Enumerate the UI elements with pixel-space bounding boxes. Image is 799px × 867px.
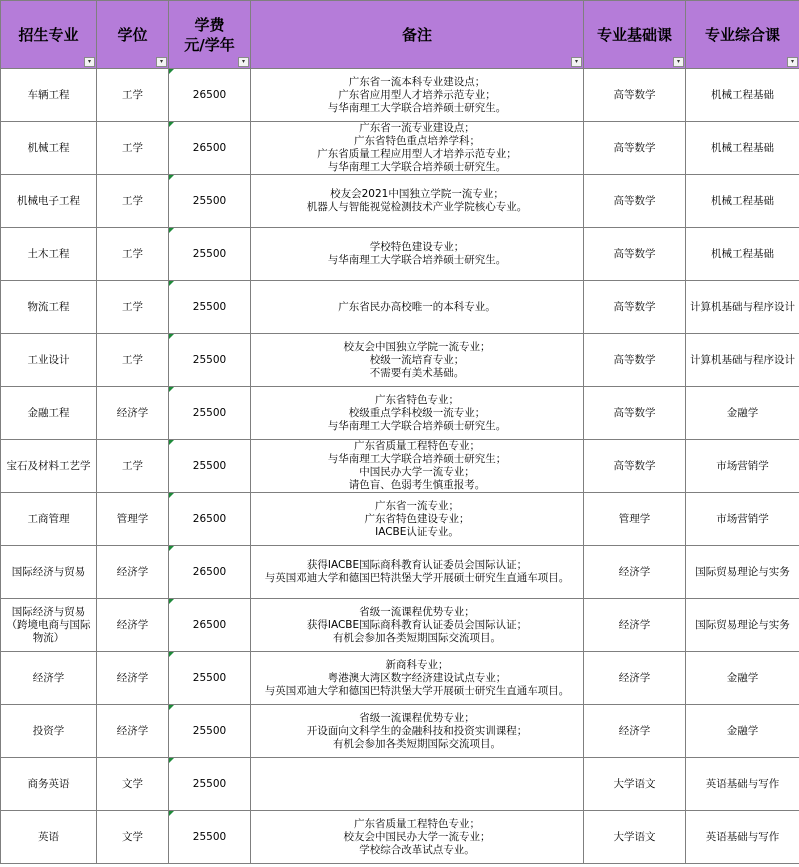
cell-basic-course[interactable] — [584, 334, 686, 387]
cell-notes[interactable] — [251, 599, 584, 652]
cell-basic-course-text: 高等数学 — [613, 353, 656, 366]
cell-basic-course-text: 高等数学 — [613, 88, 656, 101]
note-line: 机器人与智能视觉检测技术产业学院核心专业。 — [306, 201, 528, 213]
cell-comp-course[interactable] — [686, 281, 799, 334]
cell-comp-course-text: 市场营销学 — [716, 512, 769, 525]
cell-notes[interactable] — [251, 281, 584, 334]
cell-fee[interactable] — [169, 493, 251, 546]
cell-degree-text: 工学 — [122, 247, 143, 260]
cell-comp-course[interactable] — [686, 705, 799, 758]
cell-comp-course[interactable] — [686, 758, 799, 811]
cell-degree[interactable] — [97, 122, 169, 175]
cell-comp-course[interactable] — [686, 811, 799, 864]
cell-major-text: 经济学 — [32, 671, 65, 684]
cell-degree[interactable] — [97, 69, 169, 122]
cell-major-text: 投资学 — [32, 724, 65, 737]
cell-major-text: 国际经济与贸易（跨境电商与国际物流） — [6, 605, 91, 644]
cell-basic-course[interactable] — [584, 175, 686, 228]
cell-comp-course-text: 机械工程基础 — [711, 247, 774, 260]
cell-basic-course[interactable] — [584, 652, 686, 705]
cell-notes[interactable] — [251, 175, 584, 228]
cell-degree[interactable] — [97, 228, 169, 281]
table-row — [1, 228, 799, 281]
cell-major-text: 工业设计 — [27, 353, 70, 366]
cell-major[interactable] — [1, 387, 97, 440]
cell-degree[interactable] — [97, 493, 169, 546]
cell-fee-text: 25500 — [192, 777, 227, 790]
cell-comp-course[interactable] — [686, 546, 799, 599]
number-as-text-marker-icon — [169, 493, 174, 498]
cell-basic-course[interactable] — [584, 546, 686, 599]
note-line: 校级一流培育专业； — [369, 353, 465, 366]
note-line: 校级重点学科校级一流专业； — [348, 406, 486, 419]
table-row — [1, 387, 799, 440]
note-line: 校友会2021中国独立学院一流专业； — [330, 188, 504, 200]
cell-basic-course[interactable] — [584, 440, 686, 493]
cell-notes[interactable] — [251, 69, 584, 122]
header-major-label: 招生专业 — [18, 25, 79, 44]
note-line: IACBE认证专业。 — [375, 525, 459, 538]
note-line: 与英国邓迪大学和德国巴特洪堡大学开展硕士研究生直通车项目。 — [264, 684, 570, 697]
number-as-text-marker-icon — [169, 440, 174, 445]
note-line: 广东省应用型人才培养示范专业； — [338, 88, 496, 101]
cell-major[interactable] — [1, 493, 97, 546]
cell-fee-text: 25500 — [192, 406, 227, 419]
note-line: 广东省特色重点培养学科； — [354, 135, 480, 147]
cell-major[interactable] — [1, 334, 97, 387]
note-line: 学校综合改革试点专业。 — [359, 843, 475, 856]
cell-major-text: 金融工程 — [27, 406, 70, 419]
header-fee — [169, 1, 251, 69]
cell-degree-text: 管理学 — [116, 512, 149, 525]
note-line: 广东省民办高校唯一的本科专业。 — [338, 300, 496, 313]
cell-comp-course-text: 金融学 — [726, 724, 759, 737]
cell-notes[interactable] — [251, 228, 584, 281]
table-row — [1, 334, 799, 387]
cell-major-text: 宝石及材料工艺学 — [6, 459, 91, 472]
cell-basic-course[interactable] — [584, 758, 686, 811]
cell-fee[interactable] — [169, 652, 251, 705]
table-row — [1, 122, 799, 175]
cell-fee-text: 25500 — [192, 300, 227, 313]
cell-comp-course-text: 国际贸易理论与实务 — [695, 618, 790, 631]
table-row — [1, 599, 799, 652]
cell-major[interactable] — [1, 758, 97, 811]
header-notes-label: 备注 — [401, 25, 432, 44]
cell-comp-course[interactable] — [686, 493, 799, 546]
header-degree-label: 学位 — [117, 25, 148, 44]
note-line: 有机会参加各类短期国际交流项目。 — [333, 631, 501, 644]
cell-fee[interactable] — [169, 599, 251, 652]
header-basic-course — [584, 1, 686, 69]
cell-fee-text: 26500 — [192, 141, 227, 154]
cell-major[interactable] — [1, 122, 97, 175]
cell-comp-course-text: 机械工程基础 — [711, 141, 774, 154]
cell-fee-text: 25500 — [192, 459, 227, 472]
number-as-text-marker-icon — [169, 387, 174, 392]
cell-comp-course-text: 金融学 — [726, 406, 759, 419]
cell-major-text: 商务英语 — [27, 777, 70, 790]
cell-major[interactable] — [1, 652, 97, 705]
cell-notes[interactable] — [251, 387, 584, 440]
cell-fee[interactable] — [169, 705, 251, 758]
header-notes — [251, 1, 584, 69]
cell-basic-course-text: 高等数学 — [613, 406, 656, 419]
cell-basic-course-text: 管理学 — [618, 512, 651, 525]
cell-basic-course-text: 高等数学 — [613, 141, 656, 154]
cell-comp-course[interactable] — [686, 387, 799, 440]
cell-major[interactable] — [1, 281, 97, 334]
cell-basic-course-text: 高等数学 — [613, 300, 656, 313]
note-line: 新商科专业； — [385, 658, 449, 671]
cell-degree-text: 工学 — [122, 300, 143, 313]
cell-comp-course[interactable] — [686, 652, 799, 705]
cell-fee[interactable] — [169, 387, 251, 440]
cell-degree[interactable] — [97, 387, 169, 440]
cell-fee[interactable] — [169, 811, 251, 864]
cell-major-text: 土木工程 — [27, 247, 70, 260]
filter-dropdown-icon[interactable]: ▾ — [787, 57, 798, 67]
table-row — [1, 811, 799, 864]
cell-comp-course-text: 计算机基础与程序设计 — [690, 353, 795, 366]
header-comp-course — [686, 1, 799, 69]
cell-degree-text: 工学 — [122, 141, 143, 154]
cell-degree-text: 经济学 — [116, 406, 149, 419]
cell-major[interactable] — [1, 546, 97, 599]
note-line: 与华南理工大学联合培养硕士研究生。 — [327, 254, 507, 266]
header-basic-course-label: 专业基础课 — [596, 25, 672, 44]
number-as-text-marker-icon — [169, 281, 174, 286]
cell-fee[interactable] — [169, 546, 251, 599]
cell-fee-text: 25500 — [192, 671, 227, 684]
note-line: 省级一流课程优势专业； — [359, 711, 475, 724]
cell-fee-text: 26500 — [192, 618, 227, 631]
cell-degree[interactable] — [97, 334, 169, 387]
cell-fee-text: 26500 — [192, 88, 227, 101]
cell-major[interactable] — [1, 69, 97, 122]
number-as-text-marker-icon — [169, 599, 174, 604]
cell-degree[interactable] — [97, 175, 169, 228]
table-row — [1, 281, 799, 334]
cell-basic-course-text: 经济学 — [618, 671, 651, 684]
cell-basic-course-text: 大学语文 — [613, 830, 656, 843]
note-line: 请色盲、色弱考生慎重报考。 — [348, 479, 486, 491]
cell-notes[interactable] — [251, 122, 584, 175]
cell-fee-text: 25500 — [192, 247, 227, 260]
filter-dropdown-icon[interactable]: ▾ — [571, 57, 582, 67]
table-body — [1, 69, 799, 864]
cell-fee[interactable] — [169, 69, 251, 122]
number-as-text-marker-icon — [169, 705, 174, 710]
cell-degree-text: 工学 — [122, 88, 143, 101]
cell-basic-course-text: 高等数学 — [613, 194, 656, 207]
cell-comp-course-text: 英语基础与写作 — [705, 830, 780, 843]
cell-major-text: 机械工程 — [27, 141, 70, 154]
cell-degree[interactable] — [97, 546, 169, 599]
cell-comp-course-text: 金融学 — [726, 671, 759, 684]
note-line: 学校特色建设专业； — [369, 241, 465, 253]
cell-major-text: 英语 — [38, 830, 59, 843]
note-line: 有机会参加各类短期国际交流项目。 — [333, 737, 501, 750]
note-line: 广东省特色专业； — [375, 393, 459, 406]
filter-dropdown-icon[interactable]: ▾ — [238, 57, 249, 67]
cell-comp-course-text: 市场营销学 — [716, 459, 769, 472]
note-line: 广东省质量工程特色专业； — [354, 817, 480, 830]
header-comp-course-label: 专业综合课 — [704, 25, 780, 44]
note-line: 获得IACBE国际商科教育认证委员会国际认证； — [306, 559, 528, 571]
cell-comp-course[interactable] — [686, 228, 799, 281]
table-row — [1, 546, 799, 599]
cell-degree-text: 工学 — [122, 459, 143, 472]
cell-fee-text: 25500 — [192, 830, 227, 843]
note-line: 中国民办大学一流专业； — [359, 466, 475, 478]
cell-degree-text: 工学 — [122, 353, 143, 366]
cell-degree[interactable] — [97, 758, 169, 811]
cell-comp-course-text: 机械工程基础 — [711, 88, 774, 101]
cell-basic-course-text: 高等数学 — [613, 459, 656, 472]
cell-notes[interactable] — [251, 546, 584, 599]
cell-degree[interactable] — [97, 811, 169, 864]
cell-fee-text: 25500 — [192, 353, 227, 366]
number-as-text-marker-icon — [169, 758, 174, 763]
cell-fee-text: 26500 — [192, 512, 227, 525]
table-row — [1, 652, 799, 705]
cell-degree[interactable] — [97, 440, 169, 493]
cell-fee-text: 25500 — [192, 724, 227, 737]
cell-degree-text: 文学 — [122, 777, 143, 790]
number-as-text-marker-icon — [169, 546, 174, 551]
cell-degree[interactable] — [97, 705, 169, 758]
cell-comp-course-text: 机械工程基础 — [711, 194, 774, 207]
number-as-text-marker-icon — [169, 122, 174, 127]
cell-fee[interactable] — [169, 440, 251, 493]
number-as-text-marker-icon — [169, 652, 174, 657]
cell-major-text: 国际经济与贸易 — [11, 565, 86, 578]
note-line: 与华南理工大学联合培养硕士研究生； — [327, 453, 507, 465]
cell-notes[interactable] — [251, 652, 584, 705]
table-row — [1, 758, 799, 811]
cell-major-text: 物流工程 — [27, 300, 70, 313]
cell-basic-course-text: 大学语文 — [613, 777, 656, 790]
note-line: 广东省一流专业建设点； — [359, 122, 475, 134]
cell-basic-course[interactable] — [584, 705, 686, 758]
cell-comp-course-text: 国际贸易理论与实务 — [695, 565, 790, 578]
cell-notes[interactable] — [251, 440, 584, 493]
table-row — [1, 440, 799, 493]
cell-major[interactable] — [1, 175, 97, 228]
cell-degree-text: 工学 — [122, 194, 143, 207]
cell-basic-course-text: 经济学 — [618, 565, 651, 578]
note-line: 校友会中国民办大学一流专业； — [343, 830, 491, 843]
note-line: 不需要有美术基础。 — [369, 366, 465, 379]
note-line: 粤港澳大湾区数字经济建设试点专业； — [327, 671, 507, 684]
cell-major-text: 工商管理 — [27, 512, 70, 525]
cell-notes[interactable] — [251, 334, 584, 387]
note-line: 与华南理工大学联合培养硕士研究生。 — [327, 419, 507, 432]
cell-basic-course[interactable] — [584, 122, 686, 175]
cell-comp-course[interactable] — [686, 334, 799, 387]
cell-major[interactable] — [1, 440, 97, 493]
cell-basic-course[interactable] — [584, 69, 686, 122]
cell-major[interactable] — [1, 811, 97, 864]
cell-basic-course[interactable] — [584, 281, 686, 334]
cell-major-text: 机械电子工程 — [17, 194, 80, 207]
cell-degree-text: 文学 — [122, 830, 143, 843]
cell-degree-text: 经济学 — [116, 565, 149, 578]
cell-fee[interactable] — [169, 122, 251, 175]
cell-comp-course[interactable] — [686, 175, 799, 228]
cell-comp-course[interactable] — [686, 122, 799, 175]
cell-basic-course[interactable] — [584, 811, 686, 864]
cell-comp-course-text: 英语基础与写作 — [705, 777, 780, 790]
cell-major-text: 车辆工程 — [27, 88, 70, 101]
cell-fee[interactable] — [169, 334, 251, 387]
note-line: 广东省质量工程应用型人才培养示范专业； — [317, 148, 517, 160]
note-line: 获得IACBE国际商科教育认证委员会国际认证； — [306, 618, 528, 631]
note-line: 广东省质量工程特色专业； — [354, 440, 480, 452]
table-row — [1, 175, 799, 228]
note-line: 与华南理工大学联合培养硕士研究生。 — [327, 101, 507, 114]
table-row — [1, 493, 799, 546]
table-row — [1, 69, 799, 122]
note-line: 开设面向文科学生的金融科技和投资实训课程； — [306, 724, 528, 737]
header-major — [1, 1, 97, 69]
cell-degree[interactable] — [97, 281, 169, 334]
cell-fee[interactable] — [169, 175, 251, 228]
note-line: 省级一流课程优势专业； — [359, 605, 475, 618]
cell-basic-course[interactable] — [584, 599, 686, 652]
cell-basic-course-text: 经济学 — [618, 618, 651, 631]
table-row — [1, 705, 799, 758]
cell-major[interactable] — [1, 599, 97, 652]
cell-basic-course[interactable] — [584, 228, 686, 281]
cell-fee-text: 25500 — [192, 194, 227, 207]
cell-comp-course[interactable] — [686, 440, 799, 493]
cell-fee[interactable] — [169, 758, 251, 811]
cell-degree[interactable] — [97, 599, 169, 652]
header-fee-label: 学费 — [194, 15, 225, 34]
cell-notes[interactable] — [251, 705, 584, 758]
note-line: 广东省特色建设专业； — [364, 512, 470, 525]
filter-dropdown-icon[interactable]: ▾ — [156, 57, 167, 67]
header-degree — [97, 1, 169, 69]
cell-comp-course[interactable] — [686, 69, 799, 122]
filter-dropdown-icon[interactable]: ▾ — [673, 57, 684, 67]
cell-notes[interactable] — [251, 758, 584, 811]
number-as-text-marker-icon — [169, 334, 174, 339]
note-line: 校友会中国独立学院一流专业； — [343, 340, 491, 353]
number-as-text-marker-icon — [169, 228, 174, 233]
note-line: 与英国邓迪大学和德国巴特洪堡大学开展硕士研究生直通车项目。 — [264, 572, 570, 584]
number-as-text-marker-icon — [169, 811, 174, 816]
cell-fee[interactable] — [169, 281, 251, 334]
header-fee-unit: 元/学年 — [184, 35, 235, 54]
cell-fee[interactable] — [169, 228, 251, 281]
cell-basic-course[interactable] — [584, 387, 686, 440]
cell-notes[interactable] — [251, 811, 584, 864]
cell-degree-text: 经济学 — [116, 618, 149, 631]
cell-degree-text: 经济学 — [116, 671, 149, 684]
cell-comp-course-text: 计算机基础与程序设计 — [690, 300, 795, 313]
cell-basic-course[interactable] — [584, 493, 686, 546]
cell-degree[interactable] — [97, 652, 169, 705]
note-line: 广东省一流本科专业建设点； — [348, 75, 486, 88]
cell-comp-course[interactable] — [686, 599, 799, 652]
number-as-text-marker-icon — [169, 175, 174, 180]
cell-major[interactable] — [1, 228, 97, 281]
cell-major[interactable] — [1, 705, 97, 758]
cell-basic-course-text: 高等数学 — [613, 247, 656, 260]
note-line: 广东省一流专业； — [375, 499, 459, 512]
cell-degree-text: 经济学 — [116, 724, 149, 737]
number-as-text-marker-icon — [169, 69, 174, 74]
filter-dropdown-icon[interactable]: ▾ — [84, 57, 95, 67]
cell-notes[interactable] — [251, 493, 584, 546]
note-line: 与华南理工大学联合培养硕士研究生。 — [327, 161, 507, 173]
cell-basic-course-text: 经济学 — [618, 724, 651, 737]
header-row — [1, 1, 799, 69]
cell-fee-text: 26500 — [192, 565, 227, 578]
